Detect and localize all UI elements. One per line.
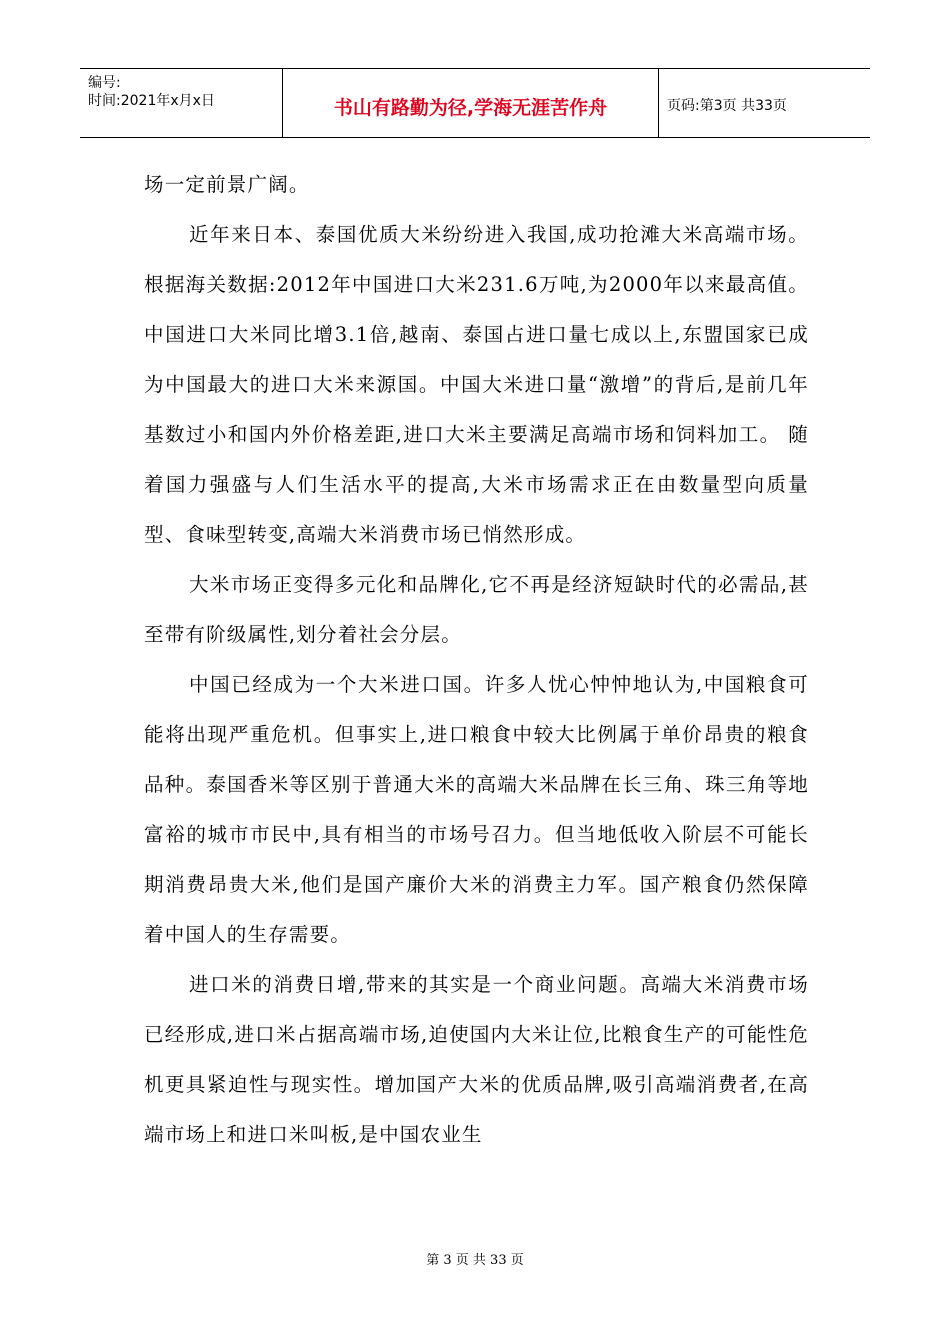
header-meta-cell xyxy=(80,69,283,137)
document-body xyxy=(144,160,809,1160)
document-date-label: 时间:2021年x月x日 xyxy=(88,93,215,109)
paragraph: 大米市场正变得多元化和品牌化,它不再是经济短缺时代的必需品,甚至带有阶级属性,划分着社会分层。 xyxy=(144,573,809,646)
page-header xyxy=(80,68,870,138)
paragraph: 中国已经成为一个大米进口国。许多人忧心忡忡地认为,中国粮食可能将出现严重危机。但事实上,进口粮食中较大比例属于单价昂贵的粮食品种。泰国香米等区别于普通大米的高端大米品牌在长三角、珠三角等地富裕的城市市民中,具有相当的市场号召力。但当地低收入阶层不可能长期消费昂贵大米,他们是国产廉价大米的消费主力军。国产粮食仍然保障着中国人的生存需要。 xyxy=(144,673,809,946)
paragraph: 场一定前景广阔。 xyxy=(144,173,310,196)
header-page-cell xyxy=(659,69,870,137)
paragraph: 近年来日本、泰国优质大米纷纷进入我国,成功抢滩大米高端市场。根据海关数据:2012年中国进口大米231.6万吨,为2000年以来最高值。中国进口大米同比增3.1倍,越南、泰国占进口量七成以上,东盟国家已成为中国最大的进口大米来源国。中国大米进口量“激增”的背后,是前几年基数过小和国内外价格差距,进口大米主要满足高端市场和饲料加工。 随着国力强盛与人们生活水平的提高,大米市场需求正在由数量型向质量型、食味型转变,高端大米消费市场已悄然形成。 xyxy=(144,223,809,546)
page-footer: 第 3 页 共 33 页 xyxy=(426,1253,524,1268)
header-page-info: 页码:第3页 共33页 xyxy=(667,98,787,114)
document-number-label: 编号: xyxy=(88,75,121,91)
header-motto: 书山有路勤为径,学海无涯苦作舟 xyxy=(333,97,608,119)
header-motto-cell xyxy=(283,69,659,137)
paragraph: 进口米的消费日增,带来的其实是一个商业问题。高端大米消费市场已经形成,进口米占据高端市场,迫使国内大米让位,比粮食生产的可能性危机更具紧迫性与现实性。增加国产大米的优质品牌,吸引高端消费者,在高端市场上和进口米叫板,是中国农业生 xyxy=(144,973,809,1146)
